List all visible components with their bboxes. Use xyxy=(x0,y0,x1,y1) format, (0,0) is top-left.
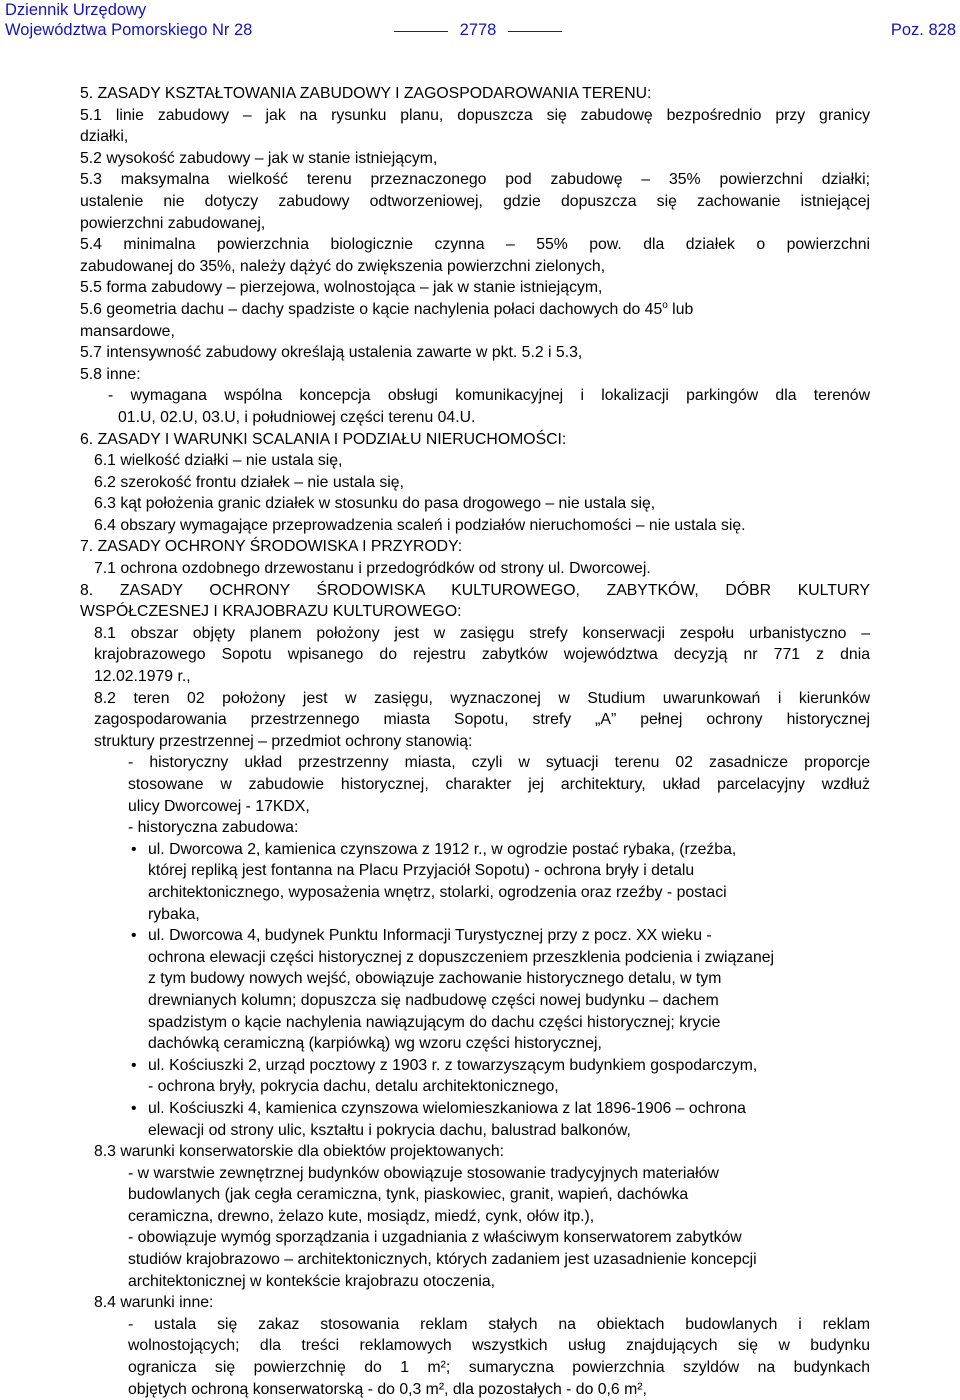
degree-sign: o xyxy=(662,299,668,311)
page-number: 2778 xyxy=(459,21,497,39)
building-bullet-1-line3: architektonicznego, wyposażenia wnętrz, stolarki, ogrodzenia oraz rzeźby - postaci xyxy=(148,883,727,901)
section-6-3: 6.3 kąt położenia granic działek w stosunku do pasa drogowego – nie ustala się, xyxy=(94,495,656,513)
section-5-3-line3: powierzchni zabudowanej, xyxy=(80,214,266,232)
protection-item-2: - historyczna zabudowa: xyxy=(128,819,299,837)
building-bullet-2-line2: ochrona elewacji części historycznej z dopuszczeniem przeszklenia podcienia i związanej xyxy=(148,948,775,966)
conservation-item-2-line3: architektonicznej w kontekście krajobrazu otoczenia, xyxy=(128,1272,496,1290)
section-5-3-line1: 5.3 maksymalna wielkość terenu przeznaczonego pod zabudowę – 35% powierzchni działki; xyxy=(80,171,870,189)
building-bullet-4-text: ul. Kościuszki 4, kamienica czynszowa wielomieszkaniowa z lat 1896-1906 – ochrona xyxy=(148,1099,746,1117)
building-bullet-1-line4: rybaka, xyxy=(148,905,200,923)
section-6-4: 6.4 obszary wymagające przeprowadzenia scaleń i podziałów nieruchomości – nie ustala się. xyxy=(94,516,746,534)
section-8-2-line1: 8.2 teren 02 położony jest w zasięgu, wyznaczonej w Studium uwarunkowań i kierunków xyxy=(94,689,870,707)
section-5-1-line2: działki, xyxy=(80,128,129,146)
conservation-item-1-line1: - w warstwie zewnętrznej budynków obowiązuje stosowanie tradycyjnych materiałów xyxy=(128,1164,719,1182)
conservation-item-2-line2: studiów krajobrazowo – architektonicznych, których zadaniem jest uzasadnienie koncepcji xyxy=(128,1251,757,1269)
conservation-item-2-line1: - obowiązuje wymóg sporządzania i uzgadniania z właściwym konserwatorem zabytków xyxy=(128,1229,742,1247)
page-header xyxy=(0,0,960,44)
section-5-title: 5. ZASADY KSZTAŁTOWANIA ZABUDOWY I ZAGOSPODAROWANIA TERENU: xyxy=(80,85,652,102)
section-8-2-line2: zagospodarowania przestrzennego miasta Sopotu, strefy „A” pełnej ochrony historycznej xyxy=(94,711,870,729)
building-bullet-4-line1 xyxy=(148,1098,870,1120)
section-5-4-line2: zabudowanej do 35%, należy dążyć do zwiększenia powierzchni zielonych, xyxy=(80,257,606,275)
section-8-1-line1: 8.1 obszar objęty planem położony jest w zasięgu strefy konserwacji zespołu urbanistyczno – xyxy=(94,624,870,642)
section-5-4-line1: 5.4 minimalna powierzchnia biologicznie czynna – 55% pow. dla działek o powierzchni xyxy=(80,236,870,254)
section-6-title: 6. ZASADY I WARUNKI SCALANIA I PODZIAŁU NIERUCHOMOŚCI: xyxy=(80,430,567,448)
section-5-6-line2: mansardowe, xyxy=(80,322,175,340)
advert-item-line1: - ustala się zakaz stosowania reklam stałych na obiektach budowlanych i reklam xyxy=(128,1315,870,1333)
section-8-1-line3: 12.02.1979 r., xyxy=(94,668,191,686)
building-bullet-2-line5: spadzistym o kącie nachylenia nawiązującym do dachu części historycznej; krycie xyxy=(148,1013,721,1031)
conservation-item-1-line3: ceramiczna, drewno, żelazo kute, mosiądz, miedź, cynk, ołów itp.), xyxy=(128,1207,595,1225)
building-bullet-3-line1 xyxy=(148,1055,870,1077)
section-5-2: 5.2 wysokość zabudowy – jak w stanie istniejącym, xyxy=(80,149,438,167)
building-bullet-1-line1 xyxy=(148,839,870,861)
section-8-title-line2: WSPÓŁCZESNEJ I KRAJOBRAZU KULTUROWEGO: xyxy=(80,603,462,621)
section-8-3: 8.3 warunki konserwatorskie dla obiektów projektowanych: xyxy=(94,1143,505,1161)
advert-item-line3: ogranicza się powierzchnię do 1 m²; sumaryczna powierzchnia szyldów na budynkach xyxy=(128,1359,870,1377)
section-8-1-line2: krajobrazowego Sopotu wpisanego do rejestru zabytków województwa decyzją nr 771 z dnia xyxy=(94,646,870,664)
building-bullet-2-line6: dachówką ceramiczną (karpiówką) wg wzoru części historycznej, xyxy=(148,1035,602,1053)
section-5-6-line1 xyxy=(80,299,870,321)
section-6-2: 6.2 szerokość frontu działek – nie ustala się, xyxy=(94,473,404,491)
building-bullet-2-text: ul. Dworcowa 4, budynek Punktu Informacji Turystycznej przy z pocz. XX wieku - xyxy=(148,927,712,945)
conservation-item-1-line2: budowlanych (jak cegła ceramiczna, tynk, piaskowiec, granit, wapień, dachówka xyxy=(128,1186,689,1204)
protection-item-1-line1: - historyczny układ przestrzenny miasta, czyli w sytuacji terenu 02 zasadnicze proporcje xyxy=(128,754,870,772)
section-7-1: 7.1 ochrona ozdobnego drzewostanu i przedogródków od strony ul. Dworcowej. xyxy=(94,560,651,578)
protection-item-1-line2: stosowane w zabudowie historycznej, charakter jej architektury, układ parcelacyjny wzdłuż xyxy=(128,776,870,793)
position-number: Poz. 828 xyxy=(890,21,956,39)
section-5-6-text-end: lub xyxy=(667,300,694,318)
building-bullet-4-line2: elewacji od strony ulic, kształtu i pokrycia dachu, balustrad balkonów, xyxy=(148,1121,631,1139)
building-bullet-2-line4: drewnianych kolumn; dopuszcza się nadbudowę części nowej budynku – dachem xyxy=(148,991,719,1009)
section-5-1-line1: 5.1 linie zabudowy – jak na rysunku planu, dopuszcza się zabudowę bezpośrednio przy granicy xyxy=(80,106,870,124)
building-bullet-2-line1 xyxy=(148,925,870,947)
building-bullet-2-line3: z tym budowy nowych wejść, obowiązuje zachowanie historycznego detalu, w tym xyxy=(148,970,722,988)
advert-item-line4: objętych ochroną konserwatorską - do 0,3 m², dla pozostałych - do 0,6 m², xyxy=(128,1380,647,1398)
publication-issue: Województwa Pomorskiego Nr 28 xyxy=(5,21,253,39)
section-5-7: 5.7 intensywność zabudowy określają ustalenia zawarte w pkt. 5.2 i 5.3, xyxy=(80,344,583,362)
section-7-title: 7. ZASADY OCHRONY ŚRODOWISKA I PRZYRODY: xyxy=(80,538,463,556)
building-bullet-3-text: ul. Kościuszki 2, urząd pocztowy z 1903 r. z towarzyszącym budynkiem gospodarczym, xyxy=(148,1056,758,1074)
section-5-8: 5.8 inne: xyxy=(80,365,141,383)
building-bullet-1-line2: której repliką jest fontanna na Placu Przyjaciół Sopotu) - ochrona bryły i detalu xyxy=(148,862,695,880)
section-5-8-item-line1: - wymagana wspólna koncepcja obsługi komunikacyjnej i lokalizacji parkingów dla terenów xyxy=(108,387,870,405)
section-8-2-line3: struktury przestrzennej – przedmiot ochrony stanowią: xyxy=(94,732,473,750)
publication-title: Dziennik Urzędowy xyxy=(5,1,147,19)
section-5-6-text: 5.6 geometria dachu – dachy spadziste o kącie nachylenia połaci dachowych do 45 xyxy=(80,300,663,318)
section-5-8-item-line2: 01.U, 02.U, 03.U, i południowej części terenu 04.U. xyxy=(118,408,476,426)
document-body xyxy=(80,83,870,1400)
section-6-1: 6.1 wielkość działki – nie ustala się, xyxy=(94,452,343,470)
protection-item-1-line3: ulicy Dworcowej - 17KDX, xyxy=(128,797,310,815)
section-5-3-line2: ustalenie nie dotyczy zabudowy odtworzeniowej, gdzie dopuszcza się zachowanie istniejącej xyxy=(80,192,870,210)
section-5-5: 5.5 forma zabudowy – pierzejowa, wolnostojąca – jak w stanie istniejącym, xyxy=(80,279,603,297)
building-bullet-1-text: ul. Dworcowa 2, kamienica czynszowa z 1912 r., w ogrodzie postać rybaka, (rzeźba, xyxy=(148,840,737,858)
section-8-4: 8.4 warunki inne: xyxy=(94,1294,214,1312)
page-number-rule-right xyxy=(508,31,562,32)
building-bullet-3-line2: - ochrona bryły, pokrycia dachu, detalu architektonicznego, xyxy=(148,1078,559,1096)
advert-item-line2: wolnostojących; dla treści reklamowych wszystkich usług znajdujących się w budynku xyxy=(128,1337,870,1355)
section-8-title-line1: 8. ZASADY OCHRONY ŚRODOWISKA KULTUROWEGO, ZABYTKÓW, DÓBR KULTURY xyxy=(80,581,870,599)
